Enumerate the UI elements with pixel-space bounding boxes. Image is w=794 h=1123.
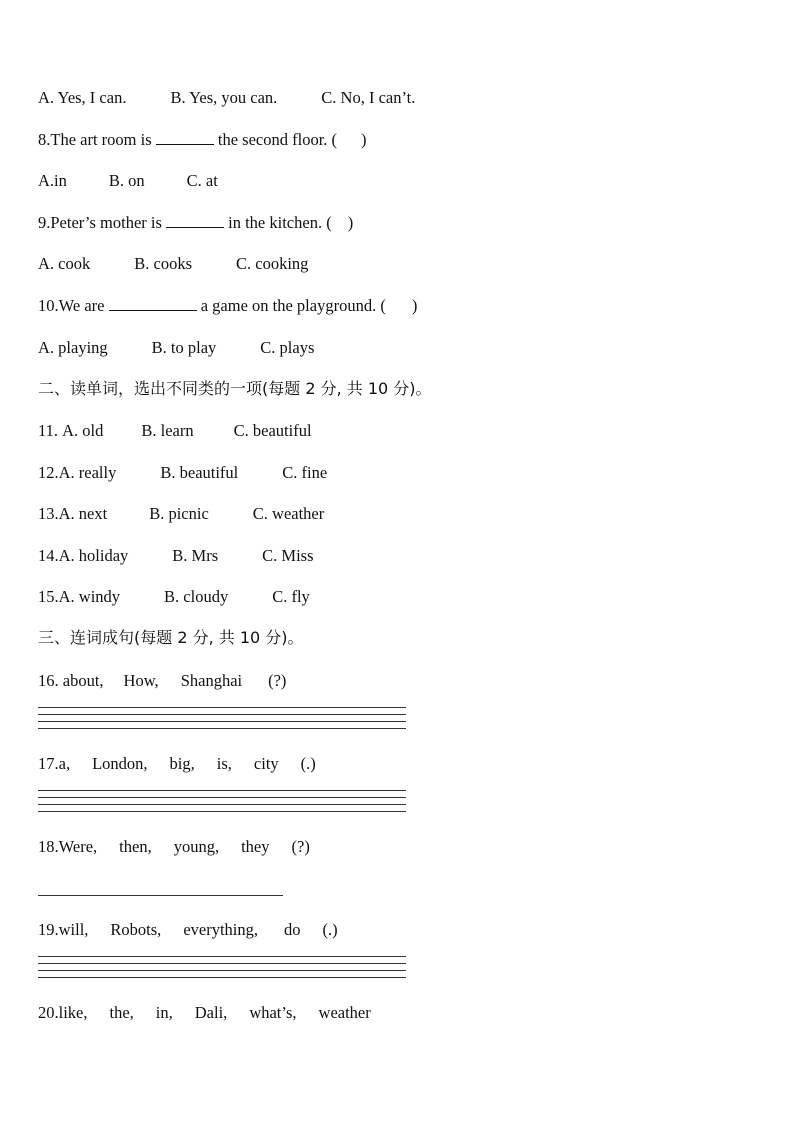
q9-blank[interactable] xyxy=(166,213,224,228)
q14-option-c: C. Miss xyxy=(262,546,314,565)
q16-number: 16 xyxy=(38,671,55,690)
q12-option-b: B. beautiful xyxy=(160,463,239,482)
q10-option-c: C. plays xyxy=(260,338,315,357)
q16-word: about, xyxy=(62,671,104,690)
q20-word: what’s, xyxy=(249,1003,297,1022)
q17-number: 17 xyxy=(38,754,55,773)
q8-prefix: 8.The art room is xyxy=(38,130,156,149)
q19-number: 19 xyxy=(38,920,55,939)
q13-option-a: A. next xyxy=(58,504,108,523)
q17-word: a, xyxy=(58,754,71,773)
q10-suffix: a game on the playground. ( xyxy=(196,296,386,315)
q8-option-c: C. at xyxy=(186,171,218,190)
q12-option-c: C. fine xyxy=(282,463,328,482)
question-14: 14 . A. holiday B. Mrs C. Miss xyxy=(38,546,314,565)
question-9 xyxy=(38,213,353,233)
q19-word: everything, xyxy=(183,920,258,939)
question-15: 15 . A. windy B. cloudy C. fly xyxy=(38,587,310,606)
q17-word: city xyxy=(253,754,279,773)
q13-number: 13 xyxy=(38,504,55,523)
q20-word: like, xyxy=(58,1003,88,1022)
q10-prefix: 10.We are xyxy=(38,296,109,315)
q19-word: do xyxy=(284,920,301,939)
q18-word: Were, xyxy=(58,837,98,856)
q8-option-a: A.in xyxy=(38,171,67,190)
q9-option-a: A. cook xyxy=(38,254,91,273)
q18-number: 18 xyxy=(38,837,55,856)
question-8 xyxy=(38,130,367,150)
q8-close-paren: ) xyxy=(361,130,367,149)
q18-word: they xyxy=(241,837,270,856)
question-17: 17 . a, London, big, is, city (.) xyxy=(38,754,316,773)
q10-blank[interactable] xyxy=(109,296,197,311)
q9-options xyxy=(38,254,308,274)
q18-word: (?) xyxy=(291,837,310,856)
q7-option-b: B. Yes, you can. xyxy=(170,88,278,107)
q19-word: will, xyxy=(58,920,89,939)
q10-option-b: B. to play xyxy=(151,338,217,357)
question-16: 16 . about, How, Shanghai (?) xyxy=(38,671,287,690)
question-20: 20 . like, the, in, Dali, what’s, weather xyxy=(38,1003,371,1022)
q10-close-paren: ) xyxy=(411,296,418,315)
q19-word: Robots, xyxy=(110,920,162,939)
q19-word: (.) xyxy=(322,920,338,939)
question-12: 12 . A. really B. beautiful C. fine xyxy=(38,463,328,482)
q17-word: London, xyxy=(92,754,148,773)
q16-word: Shanghai xyxy=(180,671,243,690)
q11-option-c: C. beautiful xyxy=(233,421,312,440)
q15-option-a: A. windy xyxy=(58,587,121,606)
section-2-title: 二、读单词，选出不同类的一项(每题 2 分, 共 10 分)。 xyxy=(38,379,432,398)
q9-option-c: C. cooking xyxy=(236,254,309,273)
question-19: 19 . will, Robots, everything, do (.) xyxy=(38,920,338,939)
q14-option-a: A. holiday xyxy=(58,546,129,565)
q14-number: 14 xyxy=(38,546,55,565)
q11-option-b: B. learn xyxy=(141,421,194,440)
q15-number: 15 xyxy=(38,587,55,606)
q20-word: weather xyxy=(318,1003,371,1022)
q12-number: 12 xyxy=(38,463,55,482)
question-13: 13 . A. next B. picnic C. weather xyxy=(38,504,325,523)
q10-option-a: A. playing xyxy=(38,338,108,357)
q20-word: the, xyxy=(109,1003,134,1022)
q20-word: in, xyxy=(155,1003,173,1022)
question-18: 18 . Were, then, young, they (?) xyxy=(38,837,310,856)
q16-word: (?) xyxy=(268,671,287,690)
q20-word: Dali, xyxy=(194,1003,228,1022)
q19-answer-lines[interactable] xyxy=(38,956,406,984)
q7-options xyxy=(38,88,415,108)
q8-options xyxy=(38,171,218,191)
q13-option-c: C. weather xyxy=(252,504,325,523)
q18-word: then, xyxy=(119,837,152,856)
q8-suffix: the second floor. ( xyxy=(213,130,338,149)
q17-word: big, xyxy=(169,754,195,773)
q13-option-b: B. picnic xyxy=(149,504,209,523)
question-10 xyxy=(38,296,417,316)
q9-prefix: 9.Peter’s mother is xyxy=(38,213,167,232)
q10-options xyxy=(38,338,314,358)
q7-option-c: C. No, I can’t. xyxy=(321,88,416,107)
q11-option-a: A. old xyxy=(62,421,104,440)
q7-option-a: A. Yes, I can. xyxy=(38,88,127,107)
question-11: 11 . A. old B. learn C. beautiful xyxy=(38,421,312,440)
q15-option-c: C. fly xyxy=(272,587,310,606)
q8-blank[interactable] xyxy=(156,130,214,145)
q9-suffix: in the kitchen. ( xyxy=(224,213,332,232)
q9-close-paren: ) xyxy=(347,213,354,232)
q14-option-b: B. Mrs xyxy=(172,546,219,565)
q18-answer-line[interactable] xyxy=(38,895,283,896)
q20-number: 20 xyxy=(38,1003,55,1022)
q9-option-b: B. cooks xyxy=(134,254,192,273)
q16-answer-lines[interactable] xyxy=(38,707,406,735)
q17-answer-lines[interactable] xyxy=(38,790,406,818)
section-3-title: 三、连词成句(每题 2 分, 共 10 分)。 xyxy=(38,628,304,647)
q17-word: (.) xyxy=(300,754,316,773)
q15-option-b: B. cloudy xyxy=(164,587,229,606)
q18-word: young, xyxy=(173,837,220,856)
q11-number: 11 xyxy=(38,421,54,440)
q12-option-a: A. really xyxy=(58,463,117,482)
q16-word: How, xyxy=(123,671,159,690)
q17-word: is, xyxy=(216,754,232,773)
q8-option-b: B. on xyxy=(108,171,145,190)
